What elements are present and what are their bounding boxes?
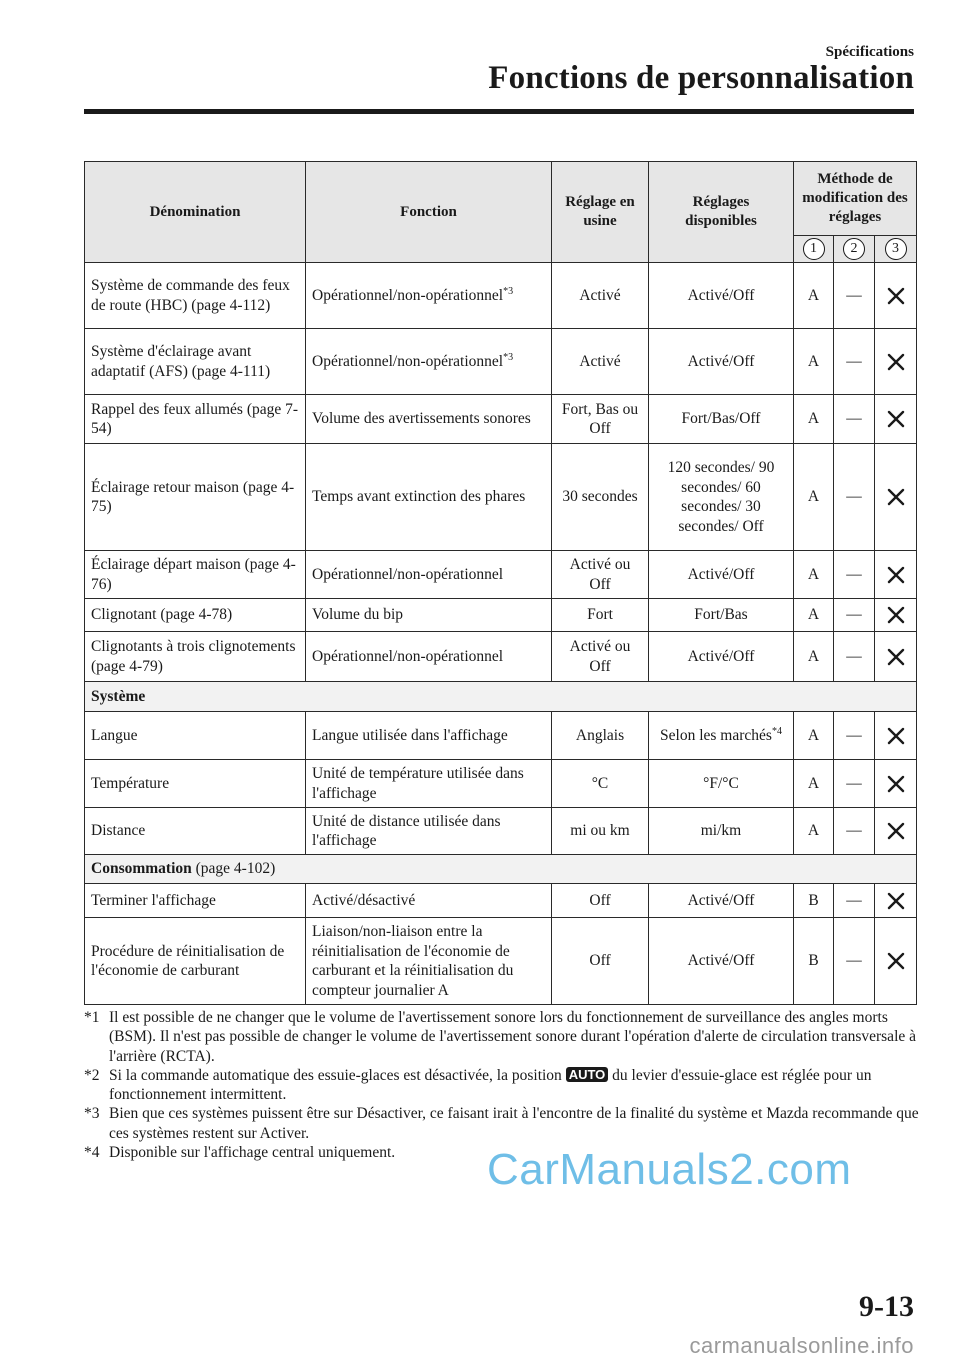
cell-method-1: A xyxy=(794,395,834,444)
cell-function: Langue utilisée dans l'affichage xyxy=(306,712,552,760)
cell-method-3 xyxy=(875,551,917,599)
footnote xyxy=(84,1104,920,1143)
available-text: Selon les marchés xyxy=(660,726,772,744)
cell-factory: mi ou km xyxy=(552,808,649,855)
table-row xyxy=(85,444,917,551)
footnote-text xyxy=(109,1066,920,1105)
cell-method-3 xyxy=(875,884,917,918)
footnote-text: Bien que ces systèmes puissent être sur Désactiver, ce faisant irait à l'encontre de la finalité du système et Mazda recommande que ces systèmes restent sur Activer. xyxy=(109,1105,919,1142)
section-page-ref: (page 4-102) xyxy=(195,860,276,878)
cross-icon xyxy=(885,351,907,373)
section-row-consommation xyxy=(85,855,917,884)
cross-icon xyxy=(885,773,907,795)
table-row xyxy=(85,760,917,808)
cell-method-1: A xyxy=(794,808,834,855)
cell-method-2: — xyxy=(834,444,875,551)
cell-method-3 xyxy=(875,329,917,395)
cell-function: Unité de température utilisée dans l'affichage xyxy=(306,760,552,808)
footnote-ref: *4 xyxy=(771,725,782,737)
cell-available: Activé/Off xyxy=(649,884,794,918)
function-text: Opérationnel/non-opérationnel xyxy=(312,286,504,304)
cell-method-3 xyxy=(875,395,917,444)
cell-method-2: — xyxy=(834,884,875,918)
section-title: Spécifications xyxy=(825,44,914,60)
cross-icon xyxy=(885,725,907,747)
cell-name: Distance xyxy=(85,808,306,855)
watermark: CarManuals2.com xyxy=(487,1145,852,1194)
cell-method-2: — xyxy=(834,329,875,395)
header-rule xyxy=(84,109,914,114)
footnote-number: *2 xyxy=(84,1066,100,1084)
cell-method-1: B xyxy=(794,884,834,918)
header-methode: Méthode de modification des réglages xyxy=(794,162,917,236)
cell-factory: Activé xyxy=(552,263,649,329)
cell-method-2: — xyxy=(834,808,875,855)
footnote-text-before: Si la commande automatique des essuie-glaces est désactivée, la position xyxy=(109,1066,562,1084)
cell-available: Activé/Off xyxy=(649,329,794,395)
cross-icon xyxy=(885,564,907,586)
cell-available: °F/°C xyxy=(649,760,794,808)
cell-method-2: — xyxy=(834,760,875,808)
table-row xyxy=(85,884,917,918)
cell-factory: Fort, Bas ou Off xyxy=(552,395,649,444)
cell-function: Opérationnel/non-opérationnel xyxy=(306,632,552,682)
section-consommation: Consommation xyxy=(91,860,192,878)
cell-available: 120 secondes/ 90 secondes/ 60 secondes/ 30 secondes/ Off xyxy=(649,444,794,551)
cell-method-1: B xyxy=(794,918,834,1005)
cross-icon xyxy=(885,950,907,972)
cell-method-1: A xyxy=(794,444,834,551)
cell-method-3 xyxy=(875,760,917,808)
cell-method-2: — xyxy=(834,551,875,599)
cell-method-2: — xyxy=(834,395,875,444)
function-text: Opérationnel/non-opérationnel xyxy=(312,352,504,370)
cross-icon xyxy=(885,486,907,508)
table-row xyxy=(85,808,917,855)
cell-function: Liaison/non-liaison entre la réinitialisation de l'économie de carburant et la réinitialisation du compteur journalier A xyxy=(306,918,552,1005)
footnote-number: *1 xyxy=(84,1009,100,1026)
cell-function: Unité de distance utilisée dans l'affichage xyxy=(306,808,552,855)
method-1-header xyxy=(794,236,834,263)
cell-function: Temps avant extinction des phares xyxy=(306,444,552,551)
cell-factory: Activé ou Off xyxy=(552,551,649,599)
footer-url: carmanualsonline.info xyxy=(689,1333,914,1358)
cell-available: Activé/Off xyxy=(649,263,794,329)
cell-method-1: A xyxy=(794,712,834,760)
cell-function xyxy=(306,263,552,329)
cell-method-1: A xyxy=(794,632,834,682)
footnote xyxy=(84,1008,920,1066)
header-reglages-disponibles: Réglages disponibles xyxy=(649,162,794,263)
cross-icon xyxy=(885,408,907,430)
cell-name: Éclairage retour maison (page 4-75) xyxy=(85,444,306,551)
method-2-header xyxy=(834,236,875,263)
cell-factory: Off xyxy=(552,918,649,1005)
cross-icon xyxy=(885,285,907,307)
table-row xyxy=(85,263,917,329)
cross-icon xyxy=(885,604,907,626)
footnote-number: *3 xyxy=(84,1105,100,1123)
table-row xyxy=(85,599,917,632)
circled-number-3: 3 xyxy=(885,238,907,260)
section-row-systeme xyxy=(85,682,917,712)
cell-method-3 xyxy=(875,599,917,632)
method-3-header xyxy=(875,236,917,263)
cell-method-1: A xyxy=(794,263,834,329)
cell-function xyxy=(306,329,552,395)
footnotes xyxy=(84,1008,920,1162)
cross-icon xyxy=(885,646,907,668)
footnote-text: Il est possible de ne changer que le volume de l'avertissement sonore lors du fonctionnement de surveillance des angles morts (BSM). Il n'est pas possible de changer le volume de l'avertissement sonore durant l'opération d'alerte de circulation transversale à l'arrière (RCTA). xyxy=(109,1009,917,1065)
cell-factory: Anglais xyxy=(552,712,649,760)
cell-factory: Off xyxy=(552,884,649,918)
cell-available: mi/km xyxy=(649,808,794,855)
cell-available xyxy=(649,712,794,760)
auto-icon: AUTO xyxy=(566,1067,609,1082)
table-row xyxy=(85,918,917,1005)
cell-method-1: A xyxy=(794,599,834,632)
cell-name: Rappel des feux allumés (page 7-54) xyxy=(85,395,306,444)
cell-method-2: — xyxy=(834,918,875,1005)
table-row xyxy=(85,712,917,760)
section-systeme: Système xyxy=(91,687,146,705)
circled-number-1: 1 xyxy=(803,238,825,260)
cell-method-2: — xyxy=(834,263,875,329)
section-label xyxy=(85,682,917,712)
cell-factory: 30 secondes xyxy=(552,444,649,551)
cell-method-3 xyxy=(875,263,917,329)
cell-method-3 xyxy=(875,712,917,760)
cell-available: Activé/Off xyxy=(649,551,794,599)
cell-name: Température xyxy=(85,760,306,808)
footnote-number: *4 xyxy=(84,1144,100,1162)
cell-method-1: A xyxy=(794,551,834,599)
header-fonction: Fonction xyxy=(306,162,552,263)
cell-function: Activé/désactivé xyxy=(306,884,552,918)
cell-factory: Fort xyxy=(552,599,649,632)
footnote-ref: *3 xyxy=(503,351,514,363)
cell-factory: Activé ou Off xyxy=(552,632,649,682)
header-denomination: Dénomination xyxy=(85,162,306,263)
footnote xyxy=(84,1066,920,1105)
cell-method-1: A xyxy=(794,329,834,395)
footnote-ref: *3 xyxy=(503,285,514,297)
cell-available: Activé/Off xyxy=(649,632,794,682)
footnote-text-after: du levier d'essuie-glace est réglée pour un fonctionnement intermittent. xyxy=(109,1066,872,1104)
circled-number-2: 2 xyxy=(843,238,865,260)
cell-factory: °C xyxy=(552,760,649,808)
cell-available: Fort/Bas xyxy=(649,599,794,632)
cell-method-3 xyxy=(875,444,917,551)
footnote-text: Disponible sur l'affichage central uniquement. xyxy=(109,1144,396,1162)
cell-name: Clignotant (page 4-78) xyxy=(85,599,306,632)
cell-name: Procédure de réinitialisation de l'économie de carburant xyxy=(85,918,306,1005)
table-row xyxy=(85,395,917,444)
cell-name: Système d'éclairage avant adaptatif (AFS) (page 4-111) xyxy=(85,329,306,395)
cross-icon xyxy=(885,820,907,842)
cell-available: Fort/Bas/Off xyxy=(649,395,794,444)
page-title: Fonctions de personnalisation xyxy=(488,60,914,96)
cell-method-3 xyxy=(875,632,917,682)
cell-function: Volume des avertissements sonores xyxy=(306,395,552,444)
cell-method-1: A xyxy=(794,760,834,808)
cell-name: Terminer l'affichage xyxy=(85,884,306,918)
section-label xyxy=(85,855,917,884)
cell-name: Clignotants à trois clignotements (page 4-79) xyxy=(85,632,306,682)
table-row xyxy=(85,329,917,395)
cell-name: Système de commande des feux de route (HBC) (page 4-112) xyxy=(85,263,306,329)
table-row xyxy=(85,551,917,599)
cell-name: Éclairage départ maison (page 4-76) xyxy=(85,551,306,599)
cell-method-3 xyxy=(875,808,917,855)
cell-factory: Activé xyxy=(552,329,649,395)
cross-icon xyxy=(885,890,907,912)
page-number: 9-13 xyxy=(859,1290,914,1323)
cell-available: Activé/Off xyxy=(649,918,794,1005)
cell-method-3 xyxy=(875,918,917,1005)
header-reglage-usine: Réglage en usine xyxy=(552,162,649,263)
table-row xyxy=(85,632,917,682)
cell-name: Langue xyxy=(85,712,306,760)
customization-table xyxy=(84,161,917,1005)
cell-method-2: — xyxy=(834,712,875,760)
cell-method-2: — xyxy=(834,632,875,682)
cell-function: Volume du bip xyxy=(306,599,552,632)
cell-method-2: — xyxy=(834,599,875,632)
cell-function: Opérationnel/non-opérationnel xyxy=(306,551,552,599)
